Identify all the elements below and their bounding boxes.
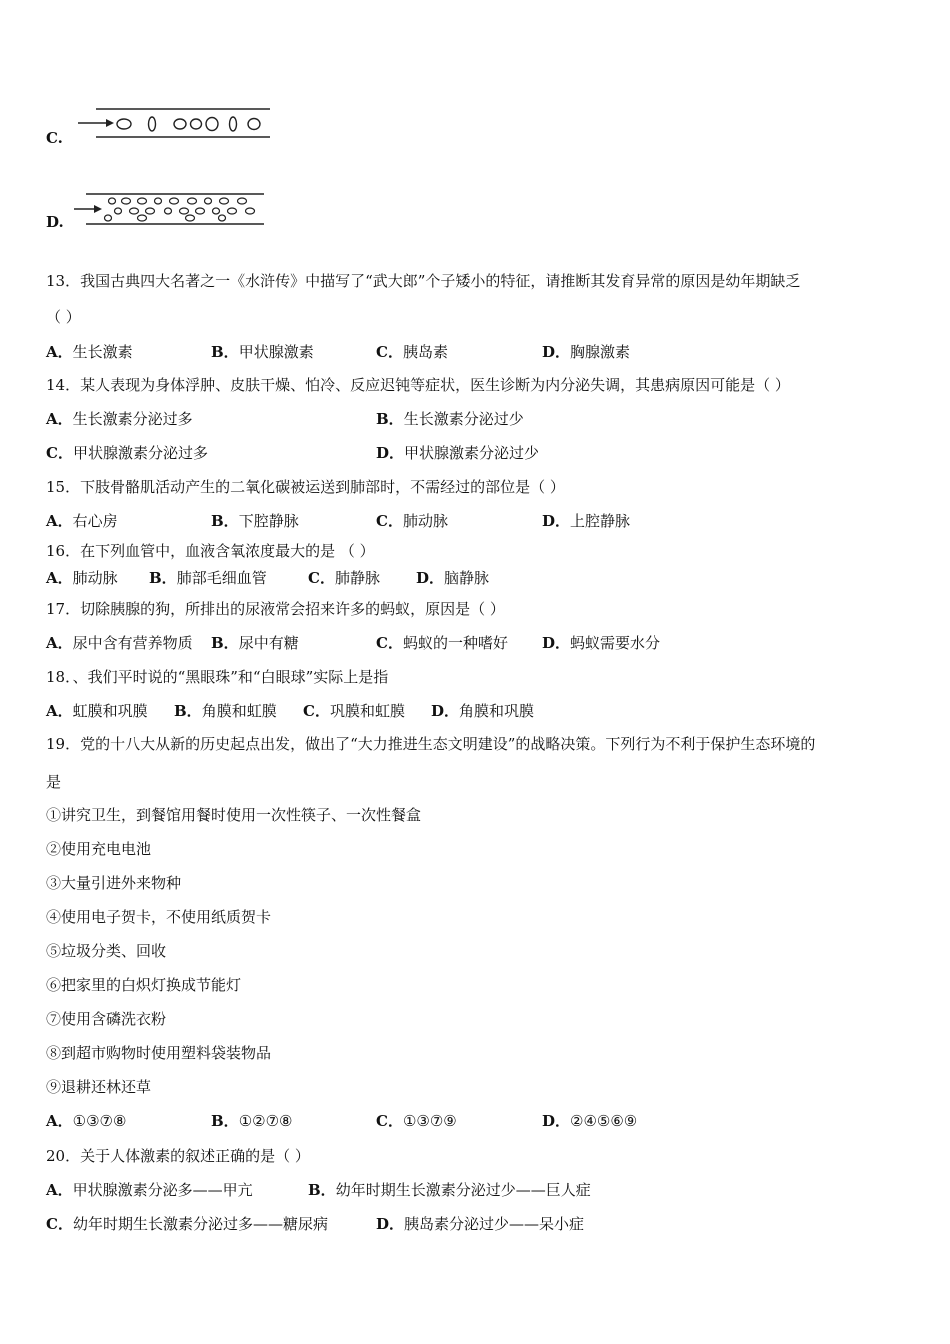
question-17-stem: 17．切除胰腺的狗，所排出的尿液常会招来许多的蚂蚁，原因是（ ） — [46, 600, 505, 618]
question-16-stem: 16．在下列血管中，血液含氧浓度最大的是 （ ） — [46, 542, 375, 560]
option-a[interactable]: A．甲状腺激素分泌多——甲亢 — [46, 1181, 253, 1199]
option-d[interactable]: D．蚂蚁需要水分 — [542, 634, 661, 652]
option-c[interactable]: C．蚂蚁的一种嗜好 — [376, 634, 508, 652]
option-a[interactable]: A．右心房 — [46, 512, 118, 530]
question-19-stem-cont: 是 — [46, 773, 62, 791]
blood-cell — [165, 208, 172, 214]
option-a[interactable]: A．尿中含有营养物质 — [46, 634, 193, 652]
blood-cell — [205, 198, 212, 204]
statement-8: ⑧到超市购物时使用塑料袋装物品 — [46, 1044, 272, 1062]
option-b[interactable]: B．尿中有糖 — [211, 634, 299, 652]
vessel-figure-d — [72, 190, 268, 228]
question-14-stem: 14．某人表现为身体浮肿、皮肤干燥、怕冷、反应迟钝等症状，医生诊断为内分泌失调，其患病原因可能是（ ） — [46, 376, 790, 394]
blood-cell — [122, 198, 131, 204]
statement-7: ⑦使用含磷洗衣粉 — [46, 1010, 167, 1028]
question-19-stem: 19．党的十八大从新的历史起点出发，做出了“大力推进生态文明建设”的战略决策。下列行为不利于保护生态环境的 — [46, 735, 816, 753]
statement-9: ⑨退耕还林还草 — [46, 1078, 152, 1096]
option-c[interactable]: C．肺动脉 — [376, 512, 448, 530]
option-d[interactable]: D．甲状腺激素分泌过少 — [376, 444, 540, 462]
question-18-stem: 18．、我们平时说的“黑眼珠”和“白眼球”实际上是指 — [46, 668, 389, 686]
statement-4: ④使用电子贺卡，不使用纸质贺卡 — [46, 908, 272, 926]
blood-cell — [238, 198, 247, 204]
option-d[interactable]: D．上腔静脉 — [542, 512, 631, 530]
question-13-blank: （ ） — [46, 308, 81, 326]
blood-cell — [155, 198, 162, 204]
option-b[interactable]: B．肺部毛细血管 — [149, 569, 267, 587]
blood-cell — [105, 215, 112, 221]
blood-cell — [246, 208, 255, 214]
blood-cell — [220, 198, 229, 204]
option-c[interactable]: C．胰岛素 — [376, 343, 448, 361]
blood-cell — [170, 198, 179, 204]
option-a[interactable]: A．生长激素 — [46, 343, 133, 361]
statement-6: ⑥把家里的白炽灯换成节能灯 — [46, 976, 242, 994]
blood-cell — [228, 208, 237, 214]
blood-cell — [213, 208, 220, 214]
blood-cell — [115, 208, 122, 214]
question-13-stem: 13．我国古典四大名著之一《水浒传》中描写了“武大郎”个子矮小的特征，请推断其发育异常的原因是幼年期缺乏 — [46, 272, 801, 290]
option-b[interactable]: B．幼年时期生长激素分泌过少——巨人症 — [308, 1181, 591, 1199]
capillary-figure-c — [76, 104, 272, 142]
blood-cell — [109, 198, 116, 204]
blood-cell — [186, 215, 195, 221]
statement-5: ⑤垃圾分类、回收 — [46, 942, 167, 960]
option-c[interactable]: C．①③⑦⑨ — [376, 1112, 457, 1130]
blood-cell — [146, 208, 155, 214]
option-c[interactable]: C．幼年时期生长激素分泌过多——糖尿病 — [46, 1215, 328, 1233]
blood-cell — [180, 208, 189, 214]
blood-cell — [138, 215, 147, 221]
blood-cell — [219, 215, 226, 221]
option-b[interactable]: B．生长激素分泌过少 — [376, 410, 524, 428]
option-d[interactable]: D．胸腺激素 — [542, 343, 631, 361]
question-20-stem: 20．关于人体激素的叙述正确的是（ ） — [46, 1147, 310, 1165]
option-a[interactable]: A．①③⑦⑧ — [46, 1112, 127, 1130]
option-b[interactable]: B．角膜和虹膜 — [174, 702, 277, 720]
statement-2: ②使用充电电池 — [46, 840, 152, 858]
option-d[interactable]: D．胰岛素分泌过少——呆小症 — [376, 1215, 585, 1233]
figure-option-d-label: D. — [46, 213, 64, 231]
blood-cell — [138, 198, 147, 204]
option-c[interactable]: C．巩膜和虹膜 — [303, 702, 405, 720]
option-a[interactable]: A．生长激素分泌过多 — [46, 410, 193, 428]
option-d[interactable]: D．角膜和巩膜 — [431, 702, 535, 720]
figure-option-c-label: C. — [46, 129, 63, 147]
option-b[interactable]: B．甲状腺激素 — [211, 343, 314, 361]
option-b[interactable]: B．下腔静脉 — [211, 512, 299, 530]
option-c[interactable]: C．甲状腺激素分泌过多 — [46, 444, 208, 462]
statement-3: ③大量引进外来物种 — [46, 874, 182, 892]
option-a[interactable]: A．虹膜和巩膜 — [46, 702, 148, 720]
option-d[interactable]: D．脑静脉 — [416, 569, 490, 587]
blood-cell — [130, 208, 139, 214]
option-a[interactable]: A．肺动脉 — [46, 569, 118, 587]
question-15-stem: 15．下肢骨骼肌活动产生的二氧化碳被运送到肺部时，不需经过的部位是（ ） — [46, 478, 565, 496]
option-d[interactable]: D．②④⑤⑥⑨ — [542, 1112, 638, 1130]
blood-cell — [196, 208, 205, 214]
option-b[interactable]: B．①②⑦⑧ — [211, 1112, 293, 1130]
option-c[interactable]: C．肺静脉 — [308, 569, 380, 587]
statement-1: ①讲究卫生，到餐馆用餐时使用一次性筷子、一次性餐盒 — [46, 806, 422, 824]
blood-cell — [188, 198, 197, 204]
